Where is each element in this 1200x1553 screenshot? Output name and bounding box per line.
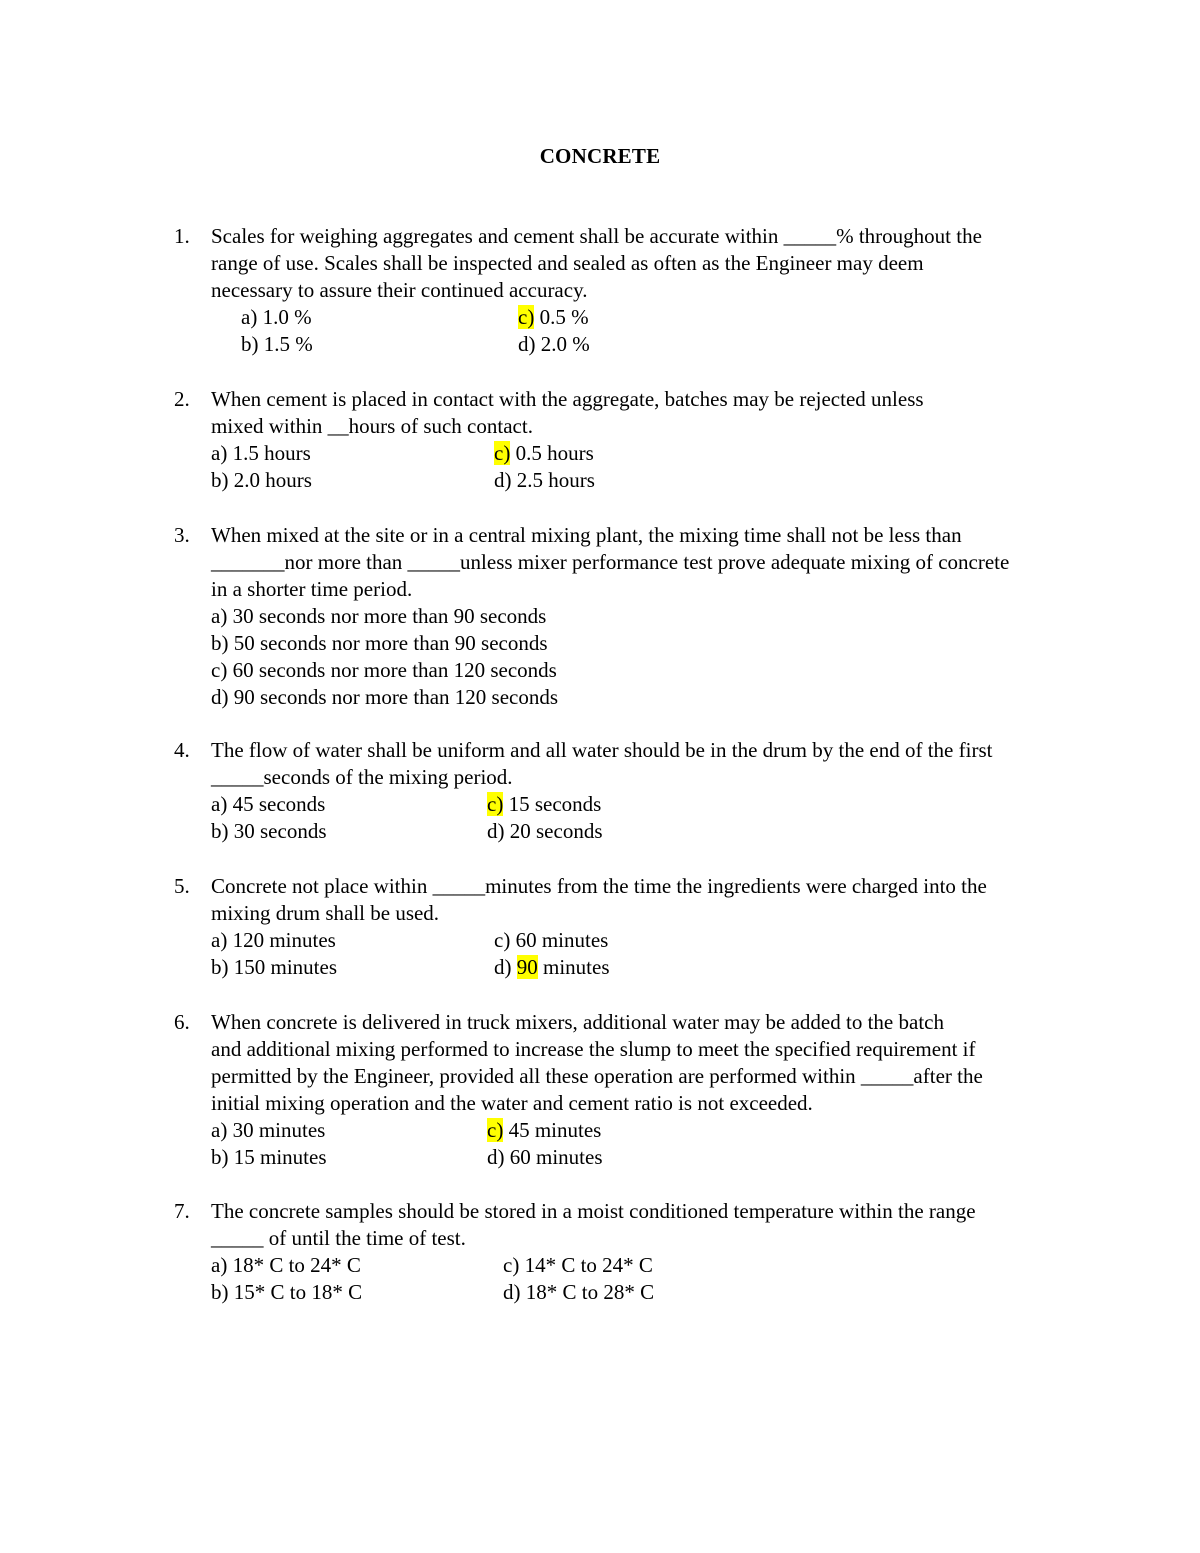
answer-highlight: c) [487,792,504,816]
option-c[interactable]: c) 14* C to 24* C [503,1253,653,1277]
option-d[interactable]: d) 60 minutes [487,1145,603,1169]
option-a[interactable]: a) 1.5 hours [211,441,311,465]
option-c[interactable]: c) 60 minutes [494,928,609,952]
option-b[interactable]: b) 50 seconds nor more than 90 seconds [211,631,548,655]
question-number: 3. [174,523,190,547]
answer-options [211,603,1114,711]
question-4 [174,737,1114,845]
option-d[interactable]: d) 90 minutes [494,955,610,979]
option-d[interactable]: d) 90 seconds nor more than 120 seconds [211,685,559,709]
option-d[interactable]: d) 20 seconds [487,819,603,843]
option-b[interactable]: b) 15* C to 18* C [211,1280,363,1304]
question-3 [174,522,1114,711]
answer-highlight: 90 [516,955,538,979]
page-title: CONCRETE [539,144,661,168]
question-text-line: When cement is placed in contact with the aggregate, batches may be rejected unless [211,387,924,411]
question-text-line: When concrete is delivered in truck mixers, additional water may be added to the batch [211,1010,944,1034]
option-c[interactable]: c) 15 seconds [487,792,602,816]
answer-options [211,1117,1114,1171]
question-number: 1. [174,224,190,248]
option-a[interactable]: a) 18* C to 24* C [211,1253,361,1277]
answer-options [211,1252,1114,1306]
question-7 [174,1198,1114,1306]
question-text-line: The flow of water shall be uniform and all water should be in the drum by the end of the first [211,738,993,762]
answer-highlight: c) [518,305,535,329]
answer-options [211,927,1114,981]
question-text-line: in a shorter time period. [211,577,413,601]
option-c[interactable]: c) 60 seconds nor more than 120 seconds [211,658,557,682]
option-a[interactable]: a) 1.0 % [241,305,312,329]
question-text-line: Concrete not place within _____minutes from the time the ingredients were charged into the [211,874,987,898]
option-a[interactable]: a) 30 minutes [211,1118,326,1142]
question-number: 5. [174,874,190,898]
option-b[interactable]: b) 30 seconds [211,819,327,843]
option-b[interactable]: b) 2.0 hours [211,468,312,492]
option-c[interactable]: c) 45 minutes [487,1118,602,1142]
answer-options [211,304,1114,358]
option-d[interactable]: d) 2.0 % [518,332,590,356]
question-text-line: mixed within __hours of such contact. [211,414,533,438]
question-number: 4. [174,738,190,762]
option-a[interactable]: a) 120 minutes [211,928,336,952]
question-text-line: _____ of until the time of test. [211,1226,466,1250]
answer-options [211,440,1114,494]
question-2 [174,386,1114,494]
option-b[interactable]: b) 150 minutes [211,955,337,979]
question-1 [174,223,1114,358]
option-a[interactable]: a) 30 seconds nor more than 90 seconds [211,604,547,628]
question-text-line: necessary to assure their continued accuracy. [211,278,588,302]
option-b[interactable]: b) 15 minutes [211,1145,327,1169]
option-c[interactable]: c) 0.5 % [518,305,589,329]
question-text-line: Scales for weighing aggregates and cement shall be accurate within _____% throughout the [211,224,982,248]
question-6 [174,1009,1114,1171]
question-text-line: and additional mixing performed to increase the slump to meet the specified requirement if [211,1037,976,1061]
option-d[interactable]: d) 18* C to 28* C [503,1280,655,1304]
question-text-line: The concrete samples should be stored in a moist conditioned temperature within the range [211,1199,976,1223]
question-text-line: mixing drum shall be used. [211,901,440,925]
question-text-line: permitted by the Engineer, provided all these operation are performed within _____after the [211,1064,983,1088]
option-b[interactable]: b) 1.5 % [241,332,313,356]
question-number: 2. [174,387,190,411]
question-text-line: _______nor more than _____unless mixer performance test prove adequate mixing of concrete [211,550,1010,574]
question-5 [174,873,1114,981]
option-c[interactable]: c) 0.5 hours [494,441,594,465]
answer-highlight: c) [494,441,511,465]
question-text-line: range of use. Scales shall be inspected and sealed as often as the Engineer may deem [211,251,924,275]
option-a[interactable]: a) 45 seconds [211,792,326,816]
answer-options [211,791,1114,845]
question-text-line: _____seconds of the mixing period. [211,765,513,789]
option-d[interactable]: d) 2.5 hours [494,468,595,492]
question-number: 7. [174,1199,190,1223]
question-text-line: initial mixing operation and the water and cement ratio is not exceeded. [211,1091,813,1115]
question-text-line: When mixed at the site or in a central mixing plant, the mixing time shall not be less than [211,523,962,547]
question-number: 6. [174,1010,190,1034]
answer-highlight: c) [487,1118,504,1142]
